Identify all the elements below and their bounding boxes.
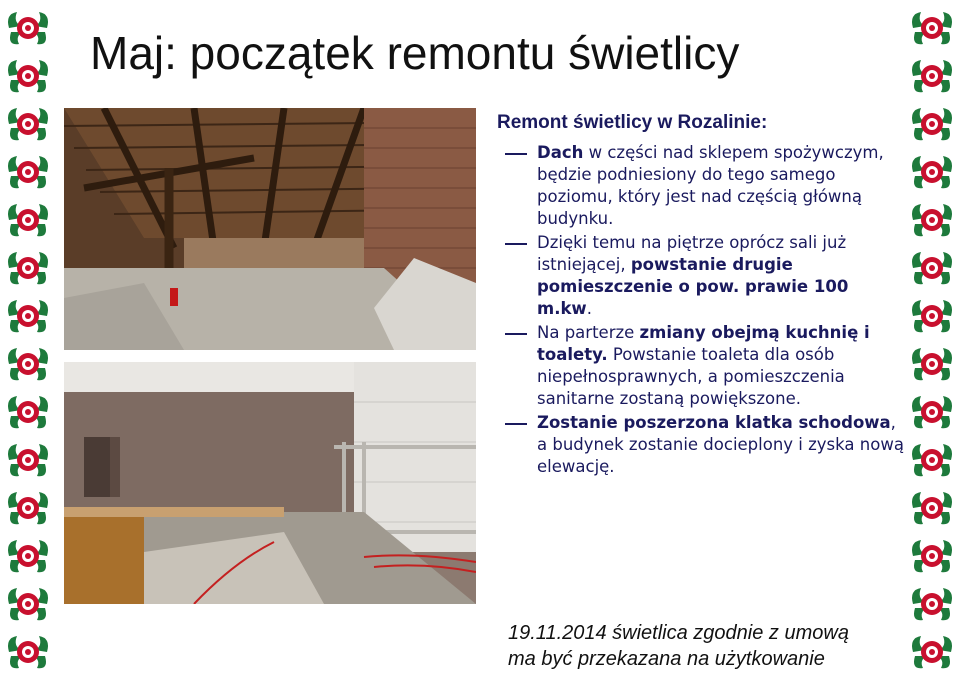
left-folk-border [0,0,56,683]
photo-hall [64,362,476,604]
bullet-text: w części nad sklepem spożywczym, będzie podniesiony do tego samego poziomu, który jest nad częścią główną budynku. [537,143,884,228]
folk-motif-icon [3,150,53,195]
bullet-text: , a budynek zostanie docieplony i zyska nową elewację. [537,413,904,476]
bullet-dash [505,153,527,155]
bullet-text: Dzięki temu na piętrze oprócz sali już istniejącej, [537,233,847,274]
folk-motif-icon [3,630,53,675]
bullet-text-bold: powstanie drugie pomieszczenie o pow. prawie 100 m.kw [537,255,849,318]
bullet-dash [505,423,527,425]
content-block [497,112,907,480]
bullet-roof [497,142,907,230]
footer-line-1: 19.11.2014 świetlica zgodnie z umową [508,622,849,644]
folk-motif-icon [3,342,53,387]
bullet-dash [505,333,527,335]
folk-motif-icon [907,198,957,243]
folk-motif-icon [907,6,957,51]
folk-motif-icon [907,342,957,387]
bullet-upper-floor [497,232,907,320]
folk-motif-icon [3,198,53,243]
folk-motif-icon [907,630,957,675]
bullet-dash [505,243,527,245]
folk-motif-icon [907,102,957,147]
folk-motif-icon [3,438,53,483]
folk-motif-icon [907,150,957,195]
renovated-hall-image [64,362,476,604]
right-folk-border [904,0,960,683]
bullet-text: . [586,299,592,318]
bullet-ground-floor [497,322,907,410]
folk-motif-icon [3,246,53,291]
folk-motif-icon [907,438,957,483]
folk-motif-icon [907,582,957,627]
folk-motif-icon [907,54,957,99]
folk-motif-icon [3,534,53,579]
folk-motif-icon [907,390,957,435]
folk-motif-icon [3,582,53,627]
folk-motif-icon [3,390,53,435]
bullet-text-bold: Dach [537,143,584,162]
bullet-text: Powstanie toaleta dla osób niepełnosprawnych, a pomieszczenia sanitarne zostaną powiększone. [537,345,845,408]
footer-note [508,620,849,672]
footer-line-2: ma być przekazana na użytkowanie [508,648,825,670]
folk-motif-icon [907,294,957,339]
folk-motif-icon [3,486,53,531]
attic-roof-image [64,108,476,350]
slide-title: Maj: początek remontu świetlicy [90,27,740,79]
bullet-text: Na parterze [537,323,640,342]
folk-motif-icon [3,6,53,51]
folk-motif-icon [3,294,53,339]
folk-motif-icon [907,486,957,531]
folk-motif-icon [3,102,53,147]
folk-motif-icon [3,54,53,99]
folk-motif-icon [907,246,957,291]
bullet-text-bold: zmiany obejmą kuchnię i toalety. [537,323,870,364]
bullet-text-bold: Zostanie poszerzona klatka schodowa [537,413,891,432]
folk-motif-icon [907,534,957,579]
content-heading: Remont świetlicy w Rozalinie: [497,112,768,133]
photo-attic [64,108,476,350]
bullet-staircase [497,412,907,478]
